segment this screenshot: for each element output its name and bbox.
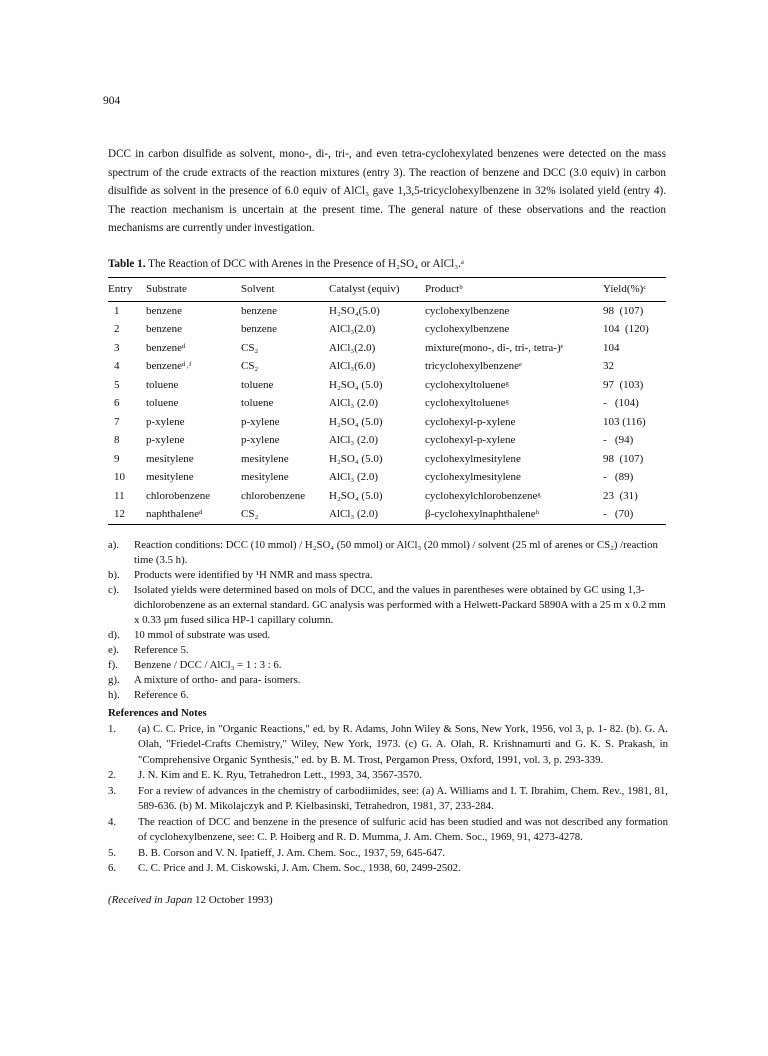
- table-row: [108, 301, 666, 320]
- product-cell: tricyclohexylbenzeneᵉ: [425, 360, 522, 372]
- reference-item: [108, 722, 668, 769]
- substrate-cell: toluene: [146, 378, 179, 391]
- reference-item: [108, 846, 668, 862]
- entry-cell: 6: [114, 397, 120, 409]
- catalyst-cell: AlCl₃ (2.0): [329, 505, 425, 524]
- reference-number: 2.: [108, 769, 117, 781]
- solvent-cell: p-xylene: [241, 434, 280, 446]
- table-row: [108, 450, 666, 469]
- footnote-label: f).: [108, 659, 118, 671]
- header-catalyst: Catalyst (equiv): [329, 278, 425, 302]
- table-caption: [108, 256, 464, 273]
- yield-cell: 104: [603, 341, 620, 354]
- table-row: [108, 357, 666, 376]
- solvent-cell: p-xylene: [241, 415, 280, 428]
- table-row: [108, 394, 666, 413]
- reference-number: 1.: [108, 722, 117, 735]
- footnote: [108, 568, 668, 583]
- catalyst-cell: AlCl₃(2.0): [329, 341, 376, 354]
- page-number: 904: [103, 95, 121, 107]
- received-date: 12 October: [195, 894, 245, 906]
- footnote-text: Products were identified by ¹H NMR and mass spectra.: [134, 569, 373, 581]
- product-cell: cyclohexylbenzene: [425, 304, 510, 317]
- yield-cell: 97 (103): [603, 378, 644, 391]
- entry-cell: 5: [114, 378, 120, 391]
- footnote: [108, 643, 668, 658]
- reference-number: 4.: [108, 815, 117, 828]
- entry-cell: 12: [108, 505, 146, 524]
- results-table: [108, 277, 666, 525]
- table-caption-text: The Reaction of DCC with Arenes in the Presence of H₂SO₄ or AlCl₃.ᵃ: [148, 258, 464, 270]
- product-cell: β-cyclohexylnaphthaleneʰ: [425, 505, 603, 524]
- product-cell: cyclohexyl-p-xylene: [425, 415, 516, 428]
- yield-cell: - (70): [603, 505, 666, 524]
- entry-cell: 7: [114, 415, 120, 428]
- yield-cell: 32: [603, 360, 614, 372]
- reference-number: 5.: [108, 846, 117, 859]
- catalyst-cell: H₂SO₄ (5.0): [329, 378, 383, 391]
- solvent-cell: toluene: [241, 397, 274, 409]
- reference-text: C. C. Price and J. M. Ciskowski, J. Am. Chem. Soc., 1938, 60, 2499-2502.: [138, 862, 461, 874]
- footnote-text: Isolated yields were determined based on mols of DCC, and the values in parentheses were obtained by GC using 1,3-dichlorobenzene as an external standard. GC analysis was performed with a Helwett-Packard 5890A with a 25 m x 0.2 mm x 0.33 μm fused silica HP-1 capillary column.: [134, 584, 666, 626]
- yield-cell: - (104): [603, 397, 639, 409]
- substrate-cell: mesitylene: [146, 452, 194, 465]
- solvent-cell: CS₂: [241, 341, 259, 354]
- table-body: [108, 301, 666, 524]
- footnote: [108, 628, 668, 643]
- substrate-cell: benzene: [146, 323, 183, 335]
- solvent-cell: benzene: [241, 323, 278, 335]
- substrate-cell: benzene: [146, 304, 183, 317]
- entry-cell: 2: [114, 323, 120, 335]
- entry-cell: 11: [114, 489, 125, 502]
- catalyst-cell: AlCl₃ (2.0): [329, 397, 379, 409]
- yield-cell: 98 (107): [603, 452, 644, 465]
- yield-cell: - (89): [603, 471, 634, 483]
- product-cell: cyclohexylchlorobenzeneᵍ: [425, 489, 541, 502]
- received-line: [108, 892, 273, 909]
- footnote-label: c).: [108, 584, 120, 596]
- reference-item: [108, 861, 668, 877]
- footnote-label: g).: [108, 674, 120, 686]
- catalyst-cell: AlCl₃(2.0): [329, 323, 376, 335]
- received-prefix: (Received in Japan: [108, 894, 193, 906]
- footnote-label: d).: [108, 629, 120, 641]
- footnote: [108, 673, 668, 688]
- reference-text: B. B. Corson and V. N. Ipatieff, J. Am. Chem. Soc., 1937, 59, 645-647.: [138, 846, 446, 859]
- reference-text: (a) C. C. Price, in "Organic Reactions," ed. by R. Adams, John Wiley & Sons, New York, 1956, vol 3, p. 1- 82. (b). G. A. Olah, "Friedel-Crafts Chemistry," Wiley, New York, 1973. (c) G. A. Olah, R. Krishnamurti and G. K. S. Prakash, in "Comprehensive Organic Synthesis," ed. by B. M. Trost, Pergamon Press, Oxford, 1991, vol. 3, p. 293-339.: [138, 722, 668, 766]
- solvent-cell: benzene: [241, 304, 278, 317]
- product-cell: mixture(mono-, di-, tri-, tetra-)ᵉ: [425, 341, 564, 354]
- catalyst-cell: H₂SO₄(5.0): [329, 304, 380, 317]
- header-entry: Entry: [108, 278, 146, 302]
- table-row: [108, 505, 666, 524]
- product-cell: cyclohexyl-p-xylene: [425, 434, 516, 446]
- entry-cell: 1: [114, 304, 120, 317]
- table-row: [108, 413, 666, 432]
- table-row: [108, 431, 666, 450]
- reference-item: [108, 784, 668, 815]
- footnote-label: b).: [108, 569, 120, 581]
- solvent-cell: toluene: [241, 378, 274, 391]
- footnote-text: Benzene / DCC / AlCl₃ = 1 : 3 : 6.: [134, 659, 282, 671]
- catalyst-cell: H₂SO₄ (5.0): [329, 452, 383, 465]
- solvent-cell: mesitylene: [241, 452, 289, 465]
- product-cell: cyclohexylmesitylene: [425, 471, 521, 483]
- table-row: [108, 339, 666, 358]
- product-cell: cyclohexylmesitylene: [425, 452, 521, 465]
- table-row: [108, 320, 666, 339]
- received-year: 1993): [246, 894, 273, 906]
- references-section: [108, 706, 668, 877]
- references-list: [108, 722, 668, 877]
- footnote-text: Reference 5.: [134, 644, 189, 656]
- entry-cell: 4: [114, 360, 120, 372]
- footnote-text: 10 mmol of substrate was used.: [134, 629, 271, 641]
- table-row: [108, 468, 666, 487]
- solvent-cell: mesitylene: [241, 471, 289, 483]
- table-row: [108, 376, 666, 395]
- header-substrate: Substrate: [146, 278, 241, 302]
- substrate-cell: mesitylene: [146, 471, 194, 483]
- yield-cell: 98 (107): [603, 304, 644, 317]
- solvent-cell: CS₂: [241, 505, 329, 524]
- footnote: [108, 583, 668, 628]
- table-header-row: [108, 278, 666, 302]
- entry-cell: 3: [114, 341, 120, 354]
- product-cell: cyclohexyltolueneᵍ: [425, 397, 509, 409]
- substrate-cell: benzeneᵈ: [146, 341, 186, 354]
- footnote-label: h).: [108, 689, 120, 701]
- substrate-cell: naphthaleneᵈ: [146, 505, 241, 524]
- substrate-cell: p-xylene: [146, 415, 185, 428]
- reference-number: 6.: [108, 862, 117, 874]
- entry-cell: 8: [114, 434, 120, 446]
- intro-paragraph: DCC in carbon disulfide as solvent, mono-, di-, tri-, and even tetra-cyclohexylated benzenes were detected on the mass spectrum of the crude extracts of the reaction mixtures (entry 3). The reaction of benzene and DCC (3.0 equiv) in carbon disulfide as solvent in the presence of 6.0 equiv of AlCl₃ gave 1,3,5-tricyclohexylbenzene in 32% isolated yield (entry 4). The reaction mechanism is uncertain at the present time. The general nature of these observations and the reaction mechanisms are currently under investigation.: [108, 148, 666, 234]
- catalyst-cell: AlCl₃(6.0): [329, 360, 376, 372]
- yield-cell: 103 (116): [603, 415, 646, 428]
- footnote-label: a).: [108, 539, 120, 551]
- table-row: [108, 487, 666, 506]
- solvent-cell: CS₂: [241, 360, 259, 372]
- yield-cell: 104 (120): [603, 323, 649, 335]
- catalyst-cell: AlCl₃ (2.0): [329, 434, 379, 446]
- references-title: References and Notes: [108, 707, 207, 719]
- product-cell: cyclohexyltolueneᵍ: [425, 378, 509, 391]
- table-label: Table 1.: [108, 258, 146, 270]
- entry-cell: 10: [114, 471, 125, 483]
- yield-cell: 23 (31): [603, 489, 638, 502]
- substrate-cell: toluene: [146, 397, 179, 409]
- catalyst-cell: H₂SO₄ (5.0): [329, 489, 383, 502]
- solvent-cell: chlorobenzene: [241, 489, 306, 502]
- reference-text: J. N. Kim and E. K. Ryu, Tetrahedron Lett., 1993, 34, 3567-3570.: [138, 769, 422, 781]
- substrate-cell: benzeneᵈ˒ᶠ: [146, 360, 192, 372]
- catalyst-cell: AlCl₃ (2.0): [329, 471, 379, 483]
- entry-cell: 9: [114, 452, 120, 465]
- yield-cell: - (94): [603, 434, 634, 446]
- header-solvent: Solvent: [241, 278, 329, 302]
- substrate-cell: chlorobenzene: [146, 489, 211, 502]
- footnote-text: Reaction conditions: DCC (10 mmol) / H₂SO₄ (50 mmol) or AlCl₃ (20 mmol) / solvent (25 ml of arenes or CS₂) /reaction time (3.5 h).: [134, 539, 658, 566]
- reference-item: [108, 768, 668, 784]
- table-footnotes: [108, 538, 668, 703]
- footnote: [108, 688, 668, 703]
- footnote: [108, 538, 668, 568]
- footnote-label: e).: [108, 644, 120, 656]
- footnote: [108, 658, 668, 673]
- catalyst-cell: H₂SO₄ (5.0): [329, 415, 383, 428]
- header-product: Productᵇ: [425, 278, 603, 302]
- header-yield: Yield(%)ᶜ: [603, 278, 666, 302]
- reference-number: 3.: [108, 784, 117, 797]
- reference-text: The reaction of DCC and benzene in the presence of sulfuric acid has been studied and was not described any formation of cyclohexylbenzene, see: C. P. Hoiberg and R. D. Mumma, J. Am. Chem. Soc., 1969, 91, 4273-4278.: [138, 815, 668, 843]
- reference-text: For a review of advances in the chemistry of carbodiimides, see: (a) A. Williams and I. T. Ibrahim, Chem. Rev., 1981, 81, 589-636. (b) M. Mikolajczyk and P. Kielbasinski, Tetrahedron, 1981, 37, 233-284.: [138, 784, 668, 812]
- footnote-text: Reference 6.: [134, 689, 189, 701]
- footnote-text: A mixture of ortho- and para- isomers.: [134, 674, 301, 686]
- substrate-cell: p-xylene: [146, 434, 185, 446]
- product-cell: cyclohexylbenzene: [425, 323, 510, 335]
- reference-item: [108, 815, 668, 846]
